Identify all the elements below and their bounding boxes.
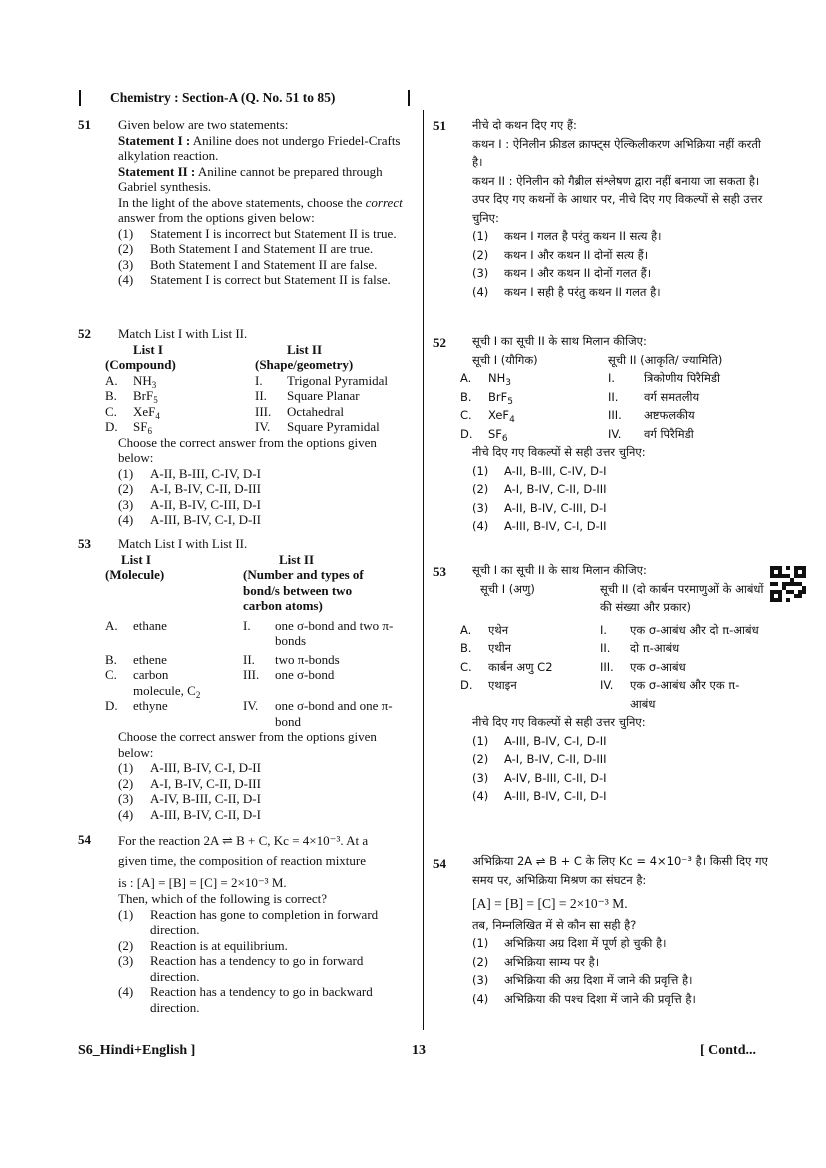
match-row: B. BrF$_5$ II. वर्ग समतलीय bbox=[460, 389, 700, 407]
page-header: Chemistry : Section-A (Q. No. 51 to 85) bbox=[110, 90, 336, 105]
option[interactable]: (2) A-I, B-IV, C-II, D-III bbox=[472, 482, 607, 496]
option[interactable]: (3) अभिक्रिया की अग्र दिशा में जाने की प्रवृत्ति है। bbox=[472, 973, 693, 987]
option[interactable]: (2) Both Statement I and Statement II are true. bbox=[118, 241, 374, 256]
option[interactable]: (3) A-IV, B-III, C-II, D-I bbox=[118, 791, 261, 806]
option[interactable]: (1) A-III, B-IV, C-I, D-II bbox=[118, 760, 261, 775]
question-53-en bbox=[105, 536, 415, 822]
option[interactable]: (3) कथन I और कथन II दोनों गलत हैं। bbox=[472, 266, 652, 280]
option[interactable]: (2) A-I, B-IV, C-II, D-III bbox=[118, 775, 261, 791]
match-row: C. XeF$_4$ III. Octahedral bbox=[105, 403, 345, 421]
column-divider bbox=[423, 110, 424, 1030]
statement-label: Statement II : bbox=[118, 163, 196, 179]
match-row: D. ethyne IV. one σ-bond and one π-bond bbox=[105, 698, 393, 729]
question-number: 54 bbox=[78, 832, 91, 847]
question-number: 53 bbox=[78, 536, 91, 551]
question-text: सूची I का सूची II के साथ मिलान कीजिए: bbox=[472, 334, 647, 348]
question-number: 52 bbox=[78, 326, 91, 341]
option[interactable]: (3) A-II, B-IV, C-III, D-I bbox=[118, 496, 261, 512]
option[interactable]: (2) Reaction is at equilibrium. bbox=[118, 937, 288, 953]
header-right-rule bbox=[408, 90, 410, 106]
instruction: Choose the correct answer from the options given below: bbox=[118, 434, 377, 465]
option[interactable]: (1) Statement I is incorrect but Statement II is true. bbox=[118, 225, 397, 241]
option[interactable]: (4) A-III, B-IV, C-I, D-II bbox=[472, 519, 607, 533]
question-text: Given below are two statements: bbox=[118, 117, 289, 132]
question-text: सूची I का सूची II के साथ मिलान कीजिए: bbox=[472, 563, 647, 577]
footer-code: S6_Hindi+English ] bbox=[78, 1043, 196, 1058]
question-52-en bbox=[105, 326, 415, 528]
question-number: 54 bbox=[433, 856, 446, 871]
option[interactable]: (1) A-III, B-IV, C-I, D-II bbox=[472, 733, 607, 748]
option[interactable]: (1) A-II, B-III, C-IV, D-I bbox=[472, 463, 607, 478]
match-row: D. $SF_6$ IV. Square Pyramidal bbox=[105, 419, 380, 436]
question-number: 51 bbox=[433, 118, 446, 133]
option[interactable]: (4) A-III, B-IV, C-I, D-II bbox=[118, 512, 261, 527]
question-52-hi bbox=[460, 332, 770, 536]
instruction: Choose the correct answer from the options given below: bbox=[118, 729, 377, 760]
list-headers: List I List II bbox=[133, 341, 323, 357]
match-row: B. ethene II. two π-bonds bbox=[105, 651, 340, 667]
match-row: A. $NH_3$ I. त्रिकोणीय पिरैमिडी bbox=[460, 371, 720, 388]
question-text: For the reaction 2A ⇌ B + C, Kc = 4×10⁻³. At a bbox=[118, 833, 369, 848]
option[interactable]: (1) A-II, B-III, C-IV, D-I bbox=[118, 465, 261, 481]
statement-2 bbox=[118, 164, 414, 195]
question-number: 51 bbox=[78, 117, 91, 132]
continued-label: [ Contd... bbox=[700, 1043, 757, 1058]
page-number: 13 bbox=[412, 1043, 426, 1058]
match-row: C. XeF$_4$ III. अष्टफलकीय bbox=[460, 408, 695, 425]
list-headers: List I List II bbox=[121, 551, 315, 567]
option[interactable]: (2) A-I, B-IV, C-II, D-III bbox=[472, 752, 607, 766]
option[interactable]: (1) अभिक्रिया अग्र दिशा में पूर्ण हो चुकी है। bbox=[472, 936, 667, 950]
header-left-rule bbox=[79, 90, 81, 106]
statement-2: कथन II : ऐनिलीन को गैब्रील संश्लेषण द्वारा नहीं बनाया जा सकता है। bbox=[472, 173, 760, 188]
match-row: D. एथाइन IV. एक σ-आबंध और एक π-आबंध bbox=[460, 678, 740, 711]
match-row: C. carbon molecule, $C_2$ III. one σ-bond bbox=[105, 667, 335, 700]
question-text: नीचे दो कथन दिए गए हैं: bbox=[472, 118, 577, 132]
question-number: 53 bbox=[433, 564, 446, 579]
question-text: Match List I with List II. bbox=[118, 326, 248, 341]
question-54-hi bbox=[472, 852, 772, 1008]
qr-code-icon bbox=[770, 566, 806, 602]
list-headers: सूची I (अणु) सूची II (दो कार्बन परमाणुओं के आबंधों की संख्या और प्रकार) bbox=[480, 581, 764, 614]
statement-1: कथन I : ऐनिलीन फ्रीडल क्राफ्ट्स ऐल्किलीकरण अभिक्रिया नहीं करती है। bbox=[472, 136, 761, 169]
question-text: is : [A] = [B] = [C] = 2×10⁻³ M. bbox=[118, 875, 287, 890]
statement-text: Aniline cannot be prepared through Gabriel synthesis. bbox=[118, 163, 383, 194]
statement-label: Statement I : bbox=[118, 132, 191, 148]
option[interactable]: (4) अभिक्रिया की पश्च दिशा में जाने की प्रवृत्ति है। bbox=[472, 991, 696, 1006]
instruction: उपर दिए गए कथनों के आधार पर, नीचे दिए गए विकल्पों से सही उत्तर चुनिए: bbox=[472, 192, 763, 225]
option[interactable]: (1) Reaction has gone to completion in forward direction. bbox=[118, 906, 379, 937]
question-text: Then, which of the following is correct? bbox=[118, 891, 328, 906]
instruction: In the light of the above statements, choose the correct answer from the options given below: bbox=[118, 194, 403, 225]
instruction: नीचे दिए गए विकल्पों से सही उत्तर चुनिए: bbox=[472, 715, 646, 729]
question-text: [A] = [B] = [C] = 2×10⁻³ M. bbox=[472, 896, 628, 911]
question-51-en bbox=[118, 117, 414, 288]
option[interactable]: (4) Reaction has a tendency to go in backward direction. bbox=[118, 984, 373, 1015]
option[interactable]: (3) A-IV, B-III, C-II, D-I bbox=[472, 770, 607, 785]
question-53-hi bbox=[460, 561, 770, 806]
match-row: B. एथीन II. दो π-आबंध bbox=[460, 641, 680, 655]
statement-text: Aniline does not undergo Friedel-Crafts alkylation reaction. bbox=[118, 132, 401, 163]
list-subheaders: (Molecule) (Number and types of bond/s between two carbon atoms) bbox=[105, 567, 364, 613]
question-54-en bbox=[118, 832, 416, 1015]
match-row: A. ethane I. one σ-bond and two π-bonds bbox=[105, 617, 394, 648]
question-text: तब, निम्नलिखित में से कौन सा सही है? bbox=[472, 917, 637, 932]
list-headers: सूची I (यौगिक) सूची II (आकृति/ ज्यामिति) bbox=[472, 352, 723, 367]
question-text: Match List I with List II. bbox=[118, 536, 248, 551]
option[interactable]: (2) कथन I और कथन II दोनों सत्य हैं। bbox=[472, 247, 649, 262]
match-row: B. BrF$_5$ II. Square Planar bbox=[105, 388, 360, 405]
option[interactable]: (3) Both Statement I and Statement II are false. bbox=[118, 256, 378, 272]
list-subheaders: (Compound) (Shape/geometry) bbox=[105, 357, 354, 372]
option[interactable]: (1) कथन I गलत है परंतु कथन II सत्य है। bbox=[472, 229, 662, 243]
option[interactable]: (4) Statement I is correct but Statement II is false. bbox=[118, 272, 391, 287]
statement-1 bbox=[118, 133, 414, 164]
option[interactable]: (3) A-II, B-IV, C-III, D-I bbox=[472, 500, 607, 515]
option[interactable]: (3) Reaction has a tendency to go in forward direction. bbox=[118, 953, 364, 984]
match-row: C. कार्बन अणु C2 III. एक σ-आबंध bbox=[460, 659, 686, 674]
option[interactable]: (4) कथन I सही है परंतु कथन II गलत है। bbox=[472, 284, 661, 299]
question-51-hi bbox=[472, 116, 770, 301]
instruction: नीचे दिए गए विकल्पों से सही उत्तर चुनिए: bbox=[472, 445, 646, 459]
match-row: A. एथेन I. एक σ-आबंध और दो π-आबंध bbox=[460, 622, 759, 637]
match-row: A. $NH_3$ I. Trigonal Pyramidal bbox=[105, 372, 388, 390]
match-row: D. $SF_6$ IV. वर्ग पिरैमिडी bbox=[460, 426, 694, 444]
option[interactable]: (4) A-III, B-IV, C-II, D-I bbox=[118, 806, 261, 822]
option[interactable]: (2) A-I, B-IV, C-II, D-III bbox=[118, 481, 261, 496]
question-text: अभिक्रिया 2A ⇌ B + C के लिए Kc = 4×10⁻³ है। किसी दिए गए समय पर, अभिक्रिया मिश्रण का संघटन है: bbox=[472, 854, 768, 887]
question-text: given time, the composition of reaction mixture bbox=[118, 853, 367, 868]
option[interactable]: (4) A-III, B-IV, C-II, D-I bbox=[472, 789, 607, 803]
option[interactable]: (2) अभिक्रिया साम्य पर है। bbox=[472, 954, 600, 969]
question-number: 52 bbox=[433, 335, 446, 350]
